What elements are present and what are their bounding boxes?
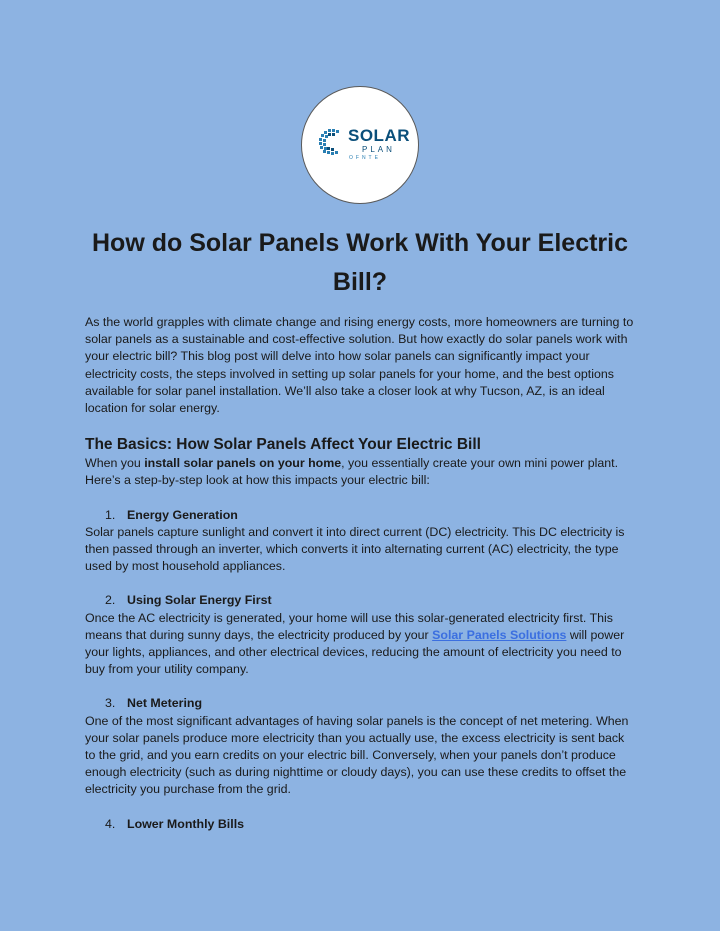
list-item-text: One of the most significant advantages of having solar panels is the concept of net metering. When your solar panels produce more electricity than you actually use, the excess electricity is sent back to the grid, and you earn credits on your electric bill. Conversely, when your panels don’t produce enough electricity (such as during nighttime or cloudy days), you can use these credits to offset the electricity you purchase from the grid. bbox=[85, 713, 629, 797]
list-item-heading: 1. Energy Generation bbox=[105, 507, 238, 522]
logo-badge bbox=[301, 86, 419, 204]
lead-emphasis: install solar panels on your home bbox=[144, 456, 342, 471]
logo-wordmark: SOLAR bbox=[348, 126, 410, 145]
logo-subtitle: PLAN bbox=[362, 145, 395, 154]
list-item-heading: 4. Lower Monthly Bills bbox=[105, 816, 245, 831]
solar-panels-solutions-link[interactable]: Solar Panels Solutions bbox=[432, 627, 567, 642]
solar-logo-icon bbox=[316, 127, 346, 157]
section-heading: The Basics: How Solar Panels Affect Your Electric Bill bbox=[85, 436, 481, 454]
list-item-heading: 2. Using Solar Energy First bbox=[105, 593, 272, 608]
page-title: How do Solar Panels Work With Your Electric Bill? bbox=[92, 229, 628, 296]
intro-paragraph: As the world grapples with climate change and rising energy costs, more homeowners are turning to solar panels as a sustainable and cost-effective solution. But how exactly do solar panels work with your electric bill? This blog post will delve into how solar panels can significantly impact your electricity costs, the steps involved in setting up solar panels for your home, and the best options available for solar panel installation. We’ll also take a closer look at why Tucson, AZ, is an ideal location for solar energy. bbox=[85, 315, 634, 416]
logo-tagline: OFNTE bbox=[349, 155, 381, 161]
section-lead: When you install solar panels on your home, you essentially create your own mini power plant. Here’s a step-by-step look at how this impacts your electric bill: bbox=[85, 456, 619, 488]
list-item-heading: 3. Net Metering bbox=[105, 696, 203, 711]
list-item-text: Solar panels capture sunlight and convert it into direct current (DC) electricity. This DC electricity is then passed through an inverter, which converts it into alternating current (AC) electricity, the type used by most household appliances. bbox=[85, 524, 625, 574]
list-item-text: Once the AC electricity is generated, your home will use this solar-generated electricity first. This means that during sunny days, the electricity produced by your Solar Panels Solutions will power your lights, appliances, and other electrical devices, reducing the amount of electricity you need to buy from your utility company. bbox=[85, 610, 625, 677]
article-body bbox=[85, 314, 637, 833]
